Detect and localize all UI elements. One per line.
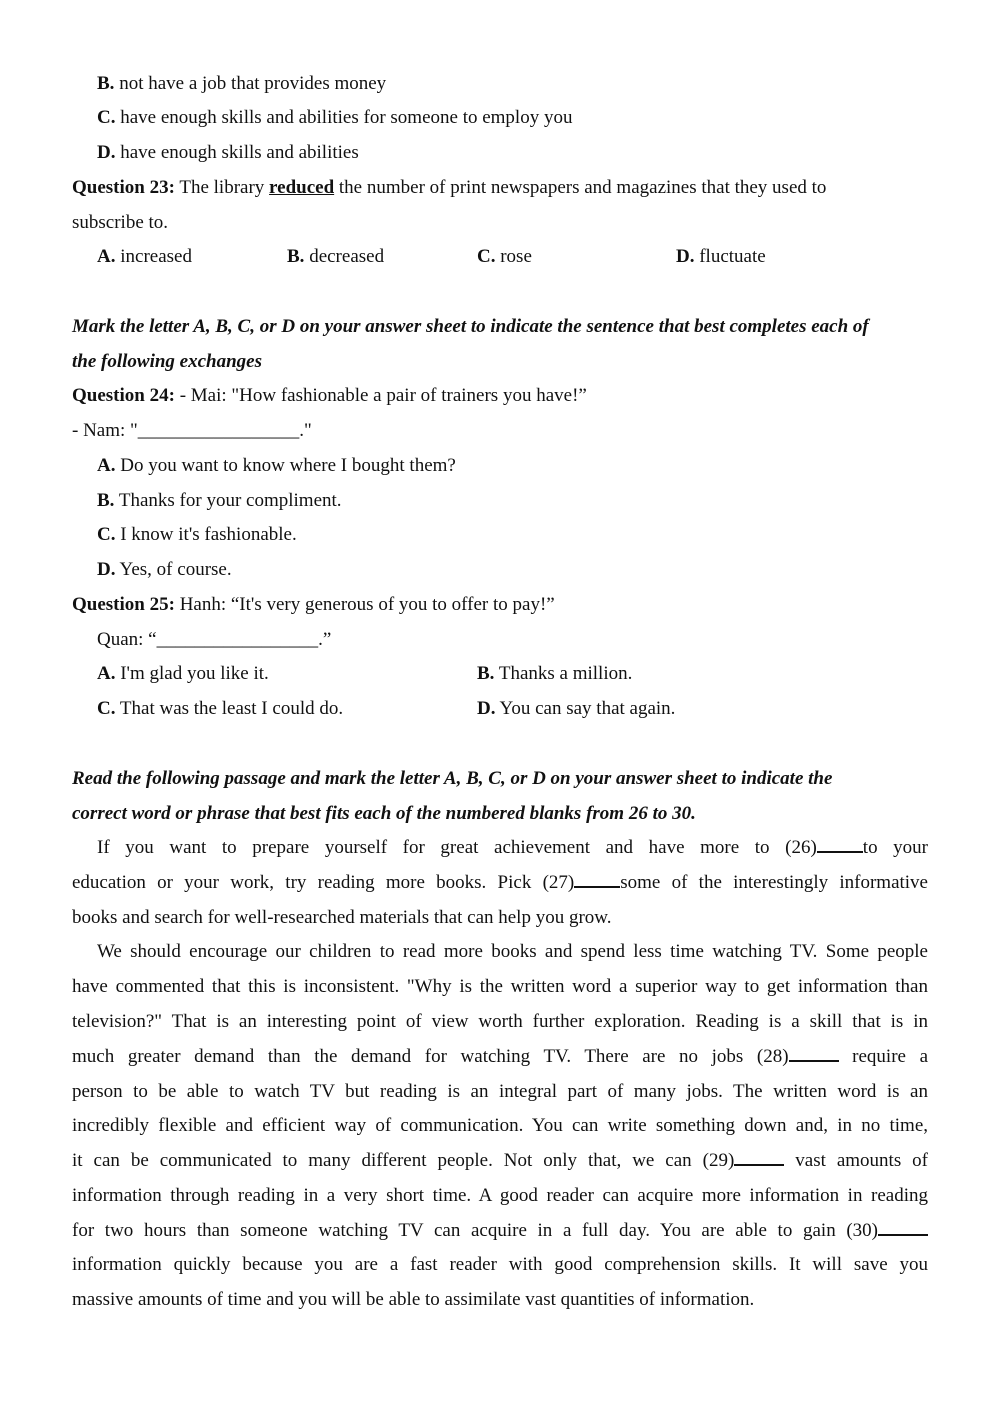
option-text: Yes, of course. [119,559,232,580]
passage-line: have commented that this is inconsistent. "Why is the written word a superior way to get information than [72,976,928,997]
stem-text: - Mai: "How fashionable a pair of trainers you have!” [179,385,587,406]
stem-text: Hanh: “It's very generous of you to offer to pay!” [179,594,555,615]
q23-option-a [97,245,192,269]
blank-28 [789,1045,839,1062]
option-letter: D. [676,246,695,267]
option-text: I'm glad you like it. [120,663,269,684]
q25-stem [72,593,928,617]
option-text: Do you want to know where I bought them? [120,455,456,476]
passage-line: books and search for well-researched materials that can help you grow. [72,907,612,928]
section-instruction-reading-line2: correct word or phrase that best fits each of the numbered blanks from 26 to 30. [72,803,696,824]
passage-line [72,1149,928,1173]
passage-line: information quickly because you are a fast reader with good comprehension skills. It will save you [72,1254,928,1275]
keyword: reduced [269,177,335,198]
option-letter: C. [97,698,116,719]
question-label: Question 24: [72,385,175,406]
passage-line [72,1045,928,1069]
option-text: rose [500,246,532,267]
passage-text: If you want to prepare yourself for great achievement and have more to (26) [97,837,817,858]
option-letter: A. [97,246,116,267]
q22-option-d [97,141,953,165]
option-text: You can say that again. [499,698,676,719]
option-text: That was the least I could do. [119,698,344,719]
passage-text: it can be communicated to many different people. Not only that, we can (29) [72,1150,735,1171]
option-text: Thanks for your compliment. [118,490,342,511]
passage-line: We should encourage our children to read more books and spend less time watching TV. Some people [97,941,928,962]
q23-stem-line2: subscribe to. [72,212,169,233]
option-text: decreased [309,246,385,267]
option-letter: B. [97,73,115,94]
blank-27 [574,871,620,888]
stem-text: the number of print newspapers and magazines that they used to [338,177,827,198]
q24-option-a [97,454,953,478]
option-letter: C. [97,107,116,128]
option-letter: A. [97,455,116,476]
passage-line: person to be able to watch TV but reading is an integral part of many jobs. The written word is an [72,1081,928,1102]
option-text: I know it's fashionable. [120,524,297,545]
passage-line [72,1219,928,1243]
q25-option-c [97,697,343,721]
q22-option-c [97,106,953,130]
option-text: not have a job that provides money [119,73,387,94]
option-letter: A. [97,663,116,684]
question-label: Question 25: [72,594,175,615]
option-letter: D. [477,698,496,719]
option-letter: D. [97,142,116,163]
section-instruction-reading: Read the following passage and mark the letter A, B, C, or D on your answer sheet to indicate the [72,768,833,789]
passage-text: much greater demand than the demand for watching TV. There are no jobs (28) [72,1046,789,1067]
blank-26 [817,836,863,853]
blank-30 [878,1219,928,1236]
q25-reply: Quan: “_________________.” [97,629,332,650]
option-letter: B. [477,663,495,684]
option-text: have enough skills and abilities for someone to employ you [120,107,573,128]
q24-option-c [97,523,953,547]
q24-option-b [97,489,953,513]
option-letter: C. [477,246,496,267]
passage-text: for two hours than someone watching TV can acquire in a full day. You are able to gain (30) [72,1220,878,1241]
q24-option-d [97,558,953,582]
passage-line: television?" That is an interesting point of view worth further exploration. Reading is a skill that is in [72,1011,928,1032]
passage-line [72,871,928,895]
passage-text: some of the interestingly informative [620,872,928,893]
section-instruction-exchanges: Mark the letter A, B, C, or D on your answer sheet to indicate the sentence that best completes each of [72,316,869,337]
passage-text: to your [862,837,929,858]
q24-reply: - Nam: "_________________." [72,420,312,441]
option-text: have enough skills and abilities [120,142,359,163]
option-letter: B. [97,490,115,511]
q23-option-d [676,245,766,269]
option-letter: C. [97,524,116,545]
question-label: Question 23: [72,177,175,198]
passage-line: incredibly flexible and efficient way of communication. You can write something down and, in no time, [72,1115,928,1136]
q23-stem [72,176,928,200]
blank-29 [734,1149,784,1166]
q25-option-a [97,662,269,686]
option-text: Thanks a million. [498,663,633,684]
section-instruction-exchanges-line2: the following exchanges [72,351,263,372]
option-letter: B. [287,246,305,267]
option-letter: D. [97,559,116,580]
passage-line: massive amounts of time and you will be able to assimilate vast quantities of information. [72,1289,755,1310]
option-text: increased [120,246,192,267]
q25-option-d [477,697,675,721]
passage-text: vast amounts of [795,1150,928,1171]
passage-line [97,836,928,860]
q25-option-b [477,662,632,686]
passage-text: require a [852,1046,929,1067]
q23-option-b [287,245,384,269]
q23-option-c [477,245,532,269]
option-text: fluctuate [699,246,766,267]
passage-line: information through reading in a very short time. A good reader can acquire more information in reading [72,1185,928,1206]
stem-text: The library [179,177,265,198]
q24-stem [72,384,928,408]
q22-option-b [97,72,953,96]
passage-text: education or your work, try reading more books. Pick (27) [72,872,575,893]
